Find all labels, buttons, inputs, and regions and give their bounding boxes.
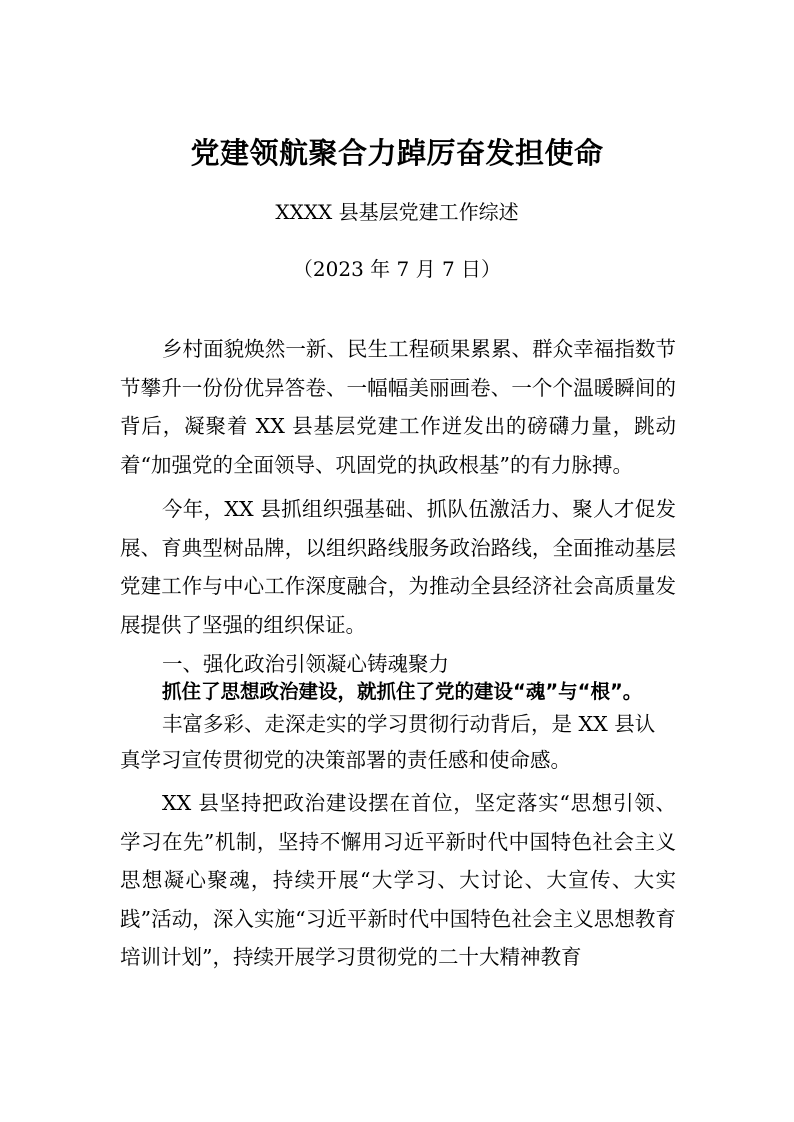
section-1-bold-statement: 抓住了思想政治建设，就抓住了党的建设“魂”与“根”。 (162, 680, 643, 703)
section-1-paragraph-1-line-1: 丰富多彩、走深走实的学习贯彻行动背后，是 XX 县认 (162, 712, 656, 736)
section-1-paragraph-1 (120, 706, 676, 778)
section-1-paragraph-2: XX 县坚持把政治建设摆在首位，坚定落实“思想引领、学习在先”机制，坚持不懈用习近平新时代中国特色社会主义思想凝心聚魂，持续开展“大学习、大讨论、大宣传、大实践”活动，深入实施“习近平新时代中国特色社会主义思想教育培训计划”，持续开展学习贯彻党的二十大精神教育 (120, 791, 676, 969)
document-subtitle: XXXX 县基层党建工作综述 (275, 200, 519, 224)
paragraph-overview: 今年，XX 县抓组织强基础、抓队伍激活力、聚人才促发展、育典型树品牌，以组织路线服务政治路线，全面推动基层党建工作与中心工作深度融合，为推动全县经济社会高质量发展提供了坚强的组织保证。 (120, 497, 676, 637)
document-title: 党建领航聚合力踔厉奋发担使命 (190, 136, 604, 170)
section-1-paragraph-1-line-2: 真学习宣传贯彻党的决策部署的责任感和使命感。 (120, 748, 571, 772)
document-date: （2023 年 7 月 7 日） (292, 257, 502, 281)
paragraph-intro: 乡村面貌焕然一新、民生工程硕果累累、群众幸福指数节节攀升一份份优异答卷、一幅幅美丽画卷、一个个温暖瞬间的背后，凝聚着 XX 县基层党建工作迸发出的磅礴力量，跳动着“加强党的全面领导、巩固党的执政根基”的有力脉搏。 (120, 337, 676, 477)
section-heading-1: 一、强化政治引领凝心铸魂聚力 (162, 652, 449, 676)
document-body (120, 330, 676, 977)
